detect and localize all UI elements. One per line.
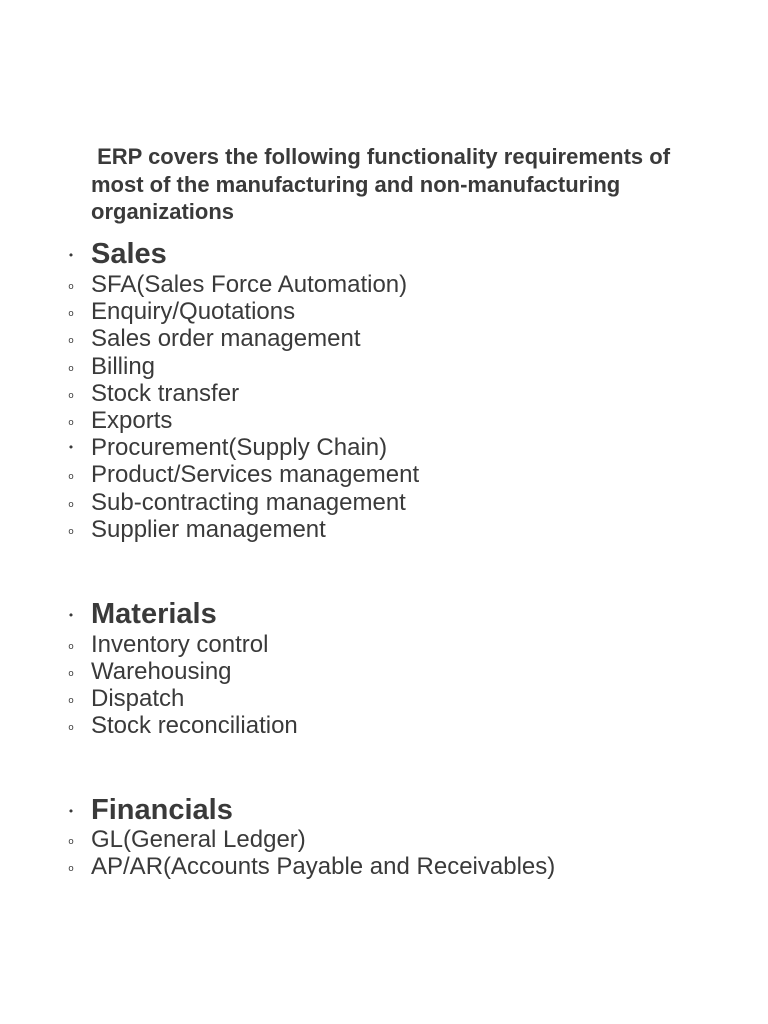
list-item-text: Enquiry/Quotations <box>91 298 296 325</box>
bullet-disc-icon: • <box>67 441 75 454</box>
list-item-text: Exports <box>91 407 173 434</box>
list-item <box>0 853 768 881</box>
list-item <box>0 631 768 659</box>
section-heading-materials: Materials <box>91 598 217 630</box>
list-item <box>0 380 768 408</box>
list-item-text: Sales order management <box>91 325 361 352</box>
list-item-text: Warehousing <box>91 658 232 685</box>
list-item <box>0 271 768 299</box>
bullet-disc-icon: • <box>67 249 75 262</box>
list-item <box>0 298 768 326</box>
bullet-circle-icon: o <box>68 336 74 346</box>
section-heading-procurement: Procurement(Supply Chain) <box>91 434 388 461</box>
list-item-text: Billing <box>91 353 156 380</box>
bullet-circle-icon: o <box>68 472 74 482</box>
list-item <box>0 658 768 686</box>
bullet-circle-icon: o <box>68 500 74 510</box>
section-financials <box>0 793 768 826</box>
section-heading-financials: Financials <box>91 794 233 826</box>
intro-paragraph: ERP covers the following functionality requirements of most of the manufacturing and non-manufacturing organizations <box>91 144 677 224</box>
bullet-circle-icon: o <box>68 527 74 537</box>
list-item <box>0 407 768 435</box>
list-item-text: Product/Services management <box>91 461 420 488</box>
list-item <box>0 826 768 854</box>
list-item <box>0 461 768 489</box>
section-heading-sales: Sales <box>91 238 167 270</box>
list-item-text: GL(General Ledger) <box>91 826 306 853</box>
section-sales <box>0 237 768 270</box>
list-item <box>0 685 768 713</box>
list-item-text: Supplier management <box>91 516 326 543</box>
bullet-circle-icon: o <box>68 642 74 652</box>
list-item <box>0 353 768 381</box>
list-item-text: Stock reconciliation <box>91 712 298 739</box>
list-item-text: AP/AR(Accounts Payable and Receivables) <box>91 853 556 880</box>
list-item-text: Stock transfer <box>91 380 240 407</box>
bullet-circle-icon: o <box>68 723 74 733</box>
bullet-disc-icon: • <box>67 805 75 818</box>
bullet-circle-icon: o <box>68 418 74 428</box>
section-procurement <box>0 434 768 462</box>
bullet-circle-icon: o <box>68 282 74 292</box>
bullet-circle-icon: o <box>68 391 74 401</box>
bullet-disc-icon: • <box>67 609 75 622</box>
list-item <box>0 325 768 353</box>
bullet-circle-icon: o <box>68 309 74 319</box>
list-item-text: Dispatch <box>91 685 185 712</box>
bullet-circle-icon: o <box>68 364 74 374</box>
section-materials <box>0 597 768 630</box>
bullet-circle-icon: o <box>68 696 74 706</box>
list-item <box>0 516 768 544</box>
list-item-text: SFA(Sales Force Automation) <box>91 271 408 298</box>
bullet-circle-icon: o <box>68 864 74 874</box>
bullet-circle-icon: o <box>68 837 74 847</box>
list-item <box>0 712 768 740</box>
list-item-text: Sub-contracting management <box>91 489 406 516</box>
bullet-circle-icon: o <box>68 669 74 679</box>
list-item-text: Inventory control <box>91 631 269 658</box>
list-item <box>0 489 768 517</box>
